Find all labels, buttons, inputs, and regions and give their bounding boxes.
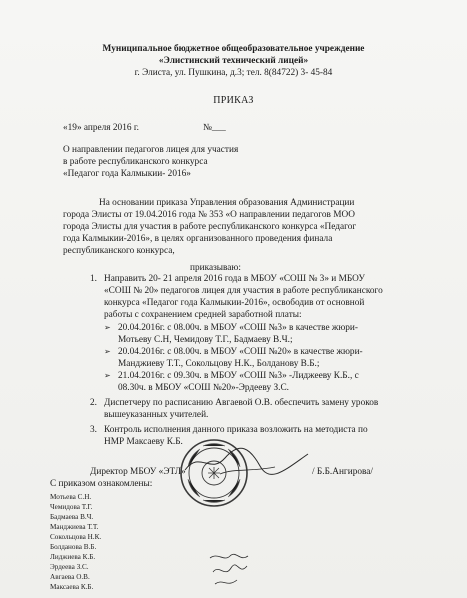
item-number: 2. [90, 398, 97, 408]
order-date: «19» апреля 2016 г. [63, 123, 139, 133]
acknowledged-name: Максаева К.Б. [50, 583, 94, 591]
org-subname: «Элистинский технический лицей» [158, 56, 309, 66]
subject-line: О направлении педагогов лицея для участия [63, 145, 239, 155]
org-address: г. Элиста, ул. Пушкина, д.3; тел. 8(84722) 3- 45-84 [134, 68, 333, 78]
preamble-line: года Калмыкии-2016», в целях организованного проведения финала [63, 234, 333, 244]
bullet-line: ➢ 21.04.2016г. с 09.30ч. в МБОУ «СОШ №3» -Лиджееву К.Б., с [118, 370, 359, 382]
item-line: «СОШ № 20» педагогов лицея для участия в работе республиканского [104, 286, 383, 296]
item-line: вышеуказанных учителей. [104, 410, 209, 420]
order-number: №___ [203, 123, 226, 133]
preamble-line: города Элисты для участия в работе республиканского конкурса «Педагог [63, 222, 357, 232]
preamble-line: республиканского конкурса, [63, 246, 175, 256]
subject-line: в работе республиканского конкурса [63, 157, 208, 167]
acknowledged-name: Мотьева С.Н. [50, 493, 92, 501]
order-word: приказываю: [190, 263, 241, 273]
item-line: работы с сохранением средней заработной платы: [104, 310, 302, 320]
bullet-line: 08.30ч. в МБОУ «СОШ №20»-Эрдееву З.С. [118, 383, 289, 393]
preamble-line: На основании приказа Управления образования Администрации [99, 198, 355, 208]
acknowledged-name: Сокольцова Н.К. [50, 533, 102, 541]
bullet-line: Мотьеву С.Н, Чемидову Т.Г., Бадмаеву В.Ч.; [118, 335, 293, 345]
acknowledged-name: Манджиева Т.Т. [50, 523, 99, 531]
acknowledged-name: Болданова В.Б. [50, 543, 97, 551]
acknowledged-name: Бадмаева В.Ч. [50, 513, 94, 521]
bullet-line: ➢ 20.04.2016г. с 08.00ч. в МБОУ «СОШ №20» в качестве жюри- [118, 346, 363, 358]
item-line: Контроль исполнения данного приказа возложить на методиста по [104, 425, 368, 435]
director-name: / Б.Б.Ангирова/ [312, 467, 373, 477]
preamble-line: города Элисты от 19.04.2016 года № 353 «О направлении педагогов МОО [63, 210, 355, 220]
acknowledgement-signatures [205, 550, 265, 590]
org-name: Муниципальное бюджетное общеобразовательное учреждение [102, 44, 365, 54]
item-line: Направить 20- 21 апреля 2016 года в МБОУ «СОШ № 3» и МБОУ [104, 274, 365, 284]
bullet-line: ➢ 20.04.2016г. с 08.00ч. в МБОУ «СОШ №3» в качестве жюри- [118, 322, 358, 334]
acknowledged-name: Чемидова Т.Г. [50, 503, 93, 511]
director-signature [180, 440, 315, 480]
director-label: Директор МБОУ «ЭТЛ» [90, 467, 186, 477]
bullet-line: Манджиеву Т.Т., Сокольцову Н.К., Болданову В.Б.; [118, 359, 320, 369]
acknowledged-name: Авгаева О.В. [50, 573, 90, 581]
item-line: Диспетчеру по расписанию Авгаевой О.В. обеспечить замену уроков [104, 398, 379, 408]
acknowledgement-label: С приказом ознакомлены: [50, 479, 153, 489]
document-title: ПРИКАЗ [213, 95, 254, 106]
acknowledged-name: Лиджиева К.Б. [50, 553, 96, 561]
subject-line: «Педагог года Калмыкии- 2016» [63, 169, 191, 179]
item-line: НМР Максаеву К.Б. [104, 437, 183, 447]
acknowledged-name: Эрдеева З.С. [50, 563, 89, 571]
item-number: 1. [90, 274, 97, 284]
item-number: 3. [90, 425, 97, 435]
item-line: конкурса «Педагог года Калмыкии-2016», освободив от основной [104, 298, 365, 308]
